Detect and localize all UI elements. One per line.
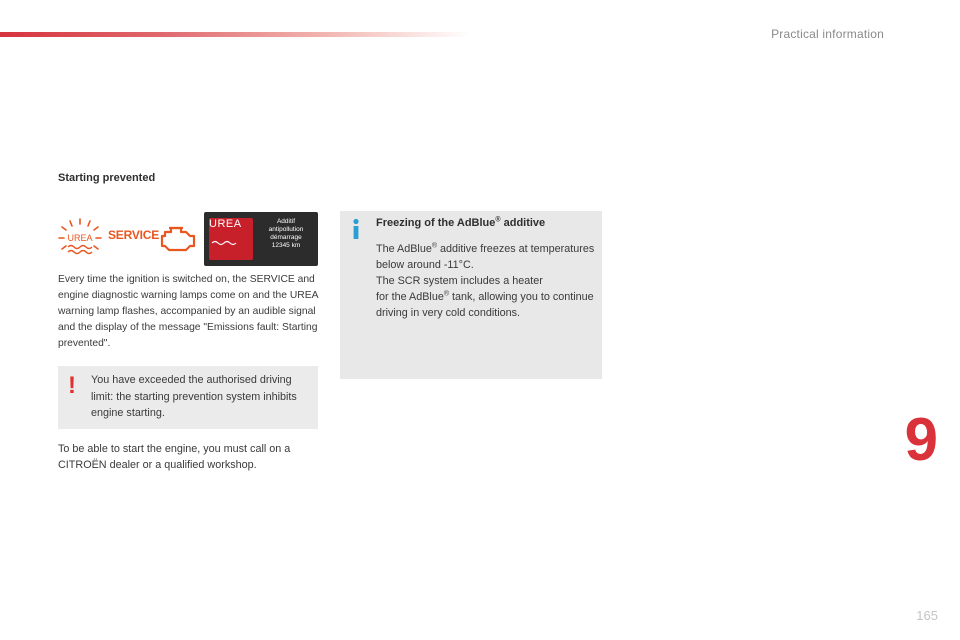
section-heading: Starting prevented xyxy=(58,172,156,184)
info-title xyxy=(376,217,596,229)
info-callout xyxy=(340,211,602,379)
urea-warning-icon xyxy=(58,218,102,260)
info-text-part: The AdBlue xyxy=(376,243,432,255)
chapter-number: 9 xyxy=(904,406,938,473)
display-message-line: Additif xyxy=(276,218,296,225)
info-icon xyxy=(350,218,362,240)
warning-text: You have exceeded the authorised driving limit: the starting prevention system inhibits engine starting. xyxy=(91,374,297,419)
info-title-text: Freezing of the AdBlue xyxy=(376,217,496,229)
info-text-part: additive freezes at temperatures below around -11°C. xyxy=(376,243,595,271)
service-icon: SERVICE xyxy=(108,228,160,242)
warning-lamps-strip xyxy=(58,212,318,266)
info-title-text: additive xyxy=(500,217,546,229)
display-message xyxy=(256,218,316,250)
description-paragraph: Every time the ignition is switched on, the SERVICE and engine diagnostic warning lamps come on and the UREA warning lamp flashes, accompanied by an audible signal and the display of the message "Emissions fault: Starting prevented". xyxy=(58,274,318,349)
display-urea-label: UREA xyxy=(209,218,242,230)
registered-mark: ® xyxy=(431,242,437,250)
page-number: 165 xyxy=(916,608,938,623)
display-message-line: antipollution xyxy=(268,226,304,233)
urea-lamp-label: UREA xyxy=(67,233,93,243)
engine-diagnostic-icon xyxy=(158,222,198,256)
registered-mark: ® xyxy=(495,216,501,224)
section-name: Practical information xyxy=(771,27,884,41)
header-accent-bar xyxy=(0,32,470,37)
instrument-display xyxy=(204,212,318,266)
info-text-part: for the AdBlue xyxy=(376,291,444,303)
fluid-wave-icon xyxy=(210,238,242,248)
info-paragraph xyxy=(376,241,600,273)
registered-mark: ® xyxy=(443,290,450,298)
warning-callout xyxy=(58,366,318,429)
info-text-part: The SCR system includes a heater xyxy=(376,275,543,287)
exclamation-icon: ! xyxy=(68,372,76,399)
info-text xyxy=(376,241,600,321)
info-paragraph xyxy=(376,273,600,321)
display-message-line: démarrage xyxy=(270,234,302,241)
display-message-line: 12345 km xyxy=(271,242,301,249)
dealer-paragraph: To be able to start the engine, you must call on a CITROËN dealer or a qualified workshop. xyxy=(58,443,291,471)
info-text-part: tank, allowing you to continue driving in very cold conditions. xyxy=(376,291,594,319)
